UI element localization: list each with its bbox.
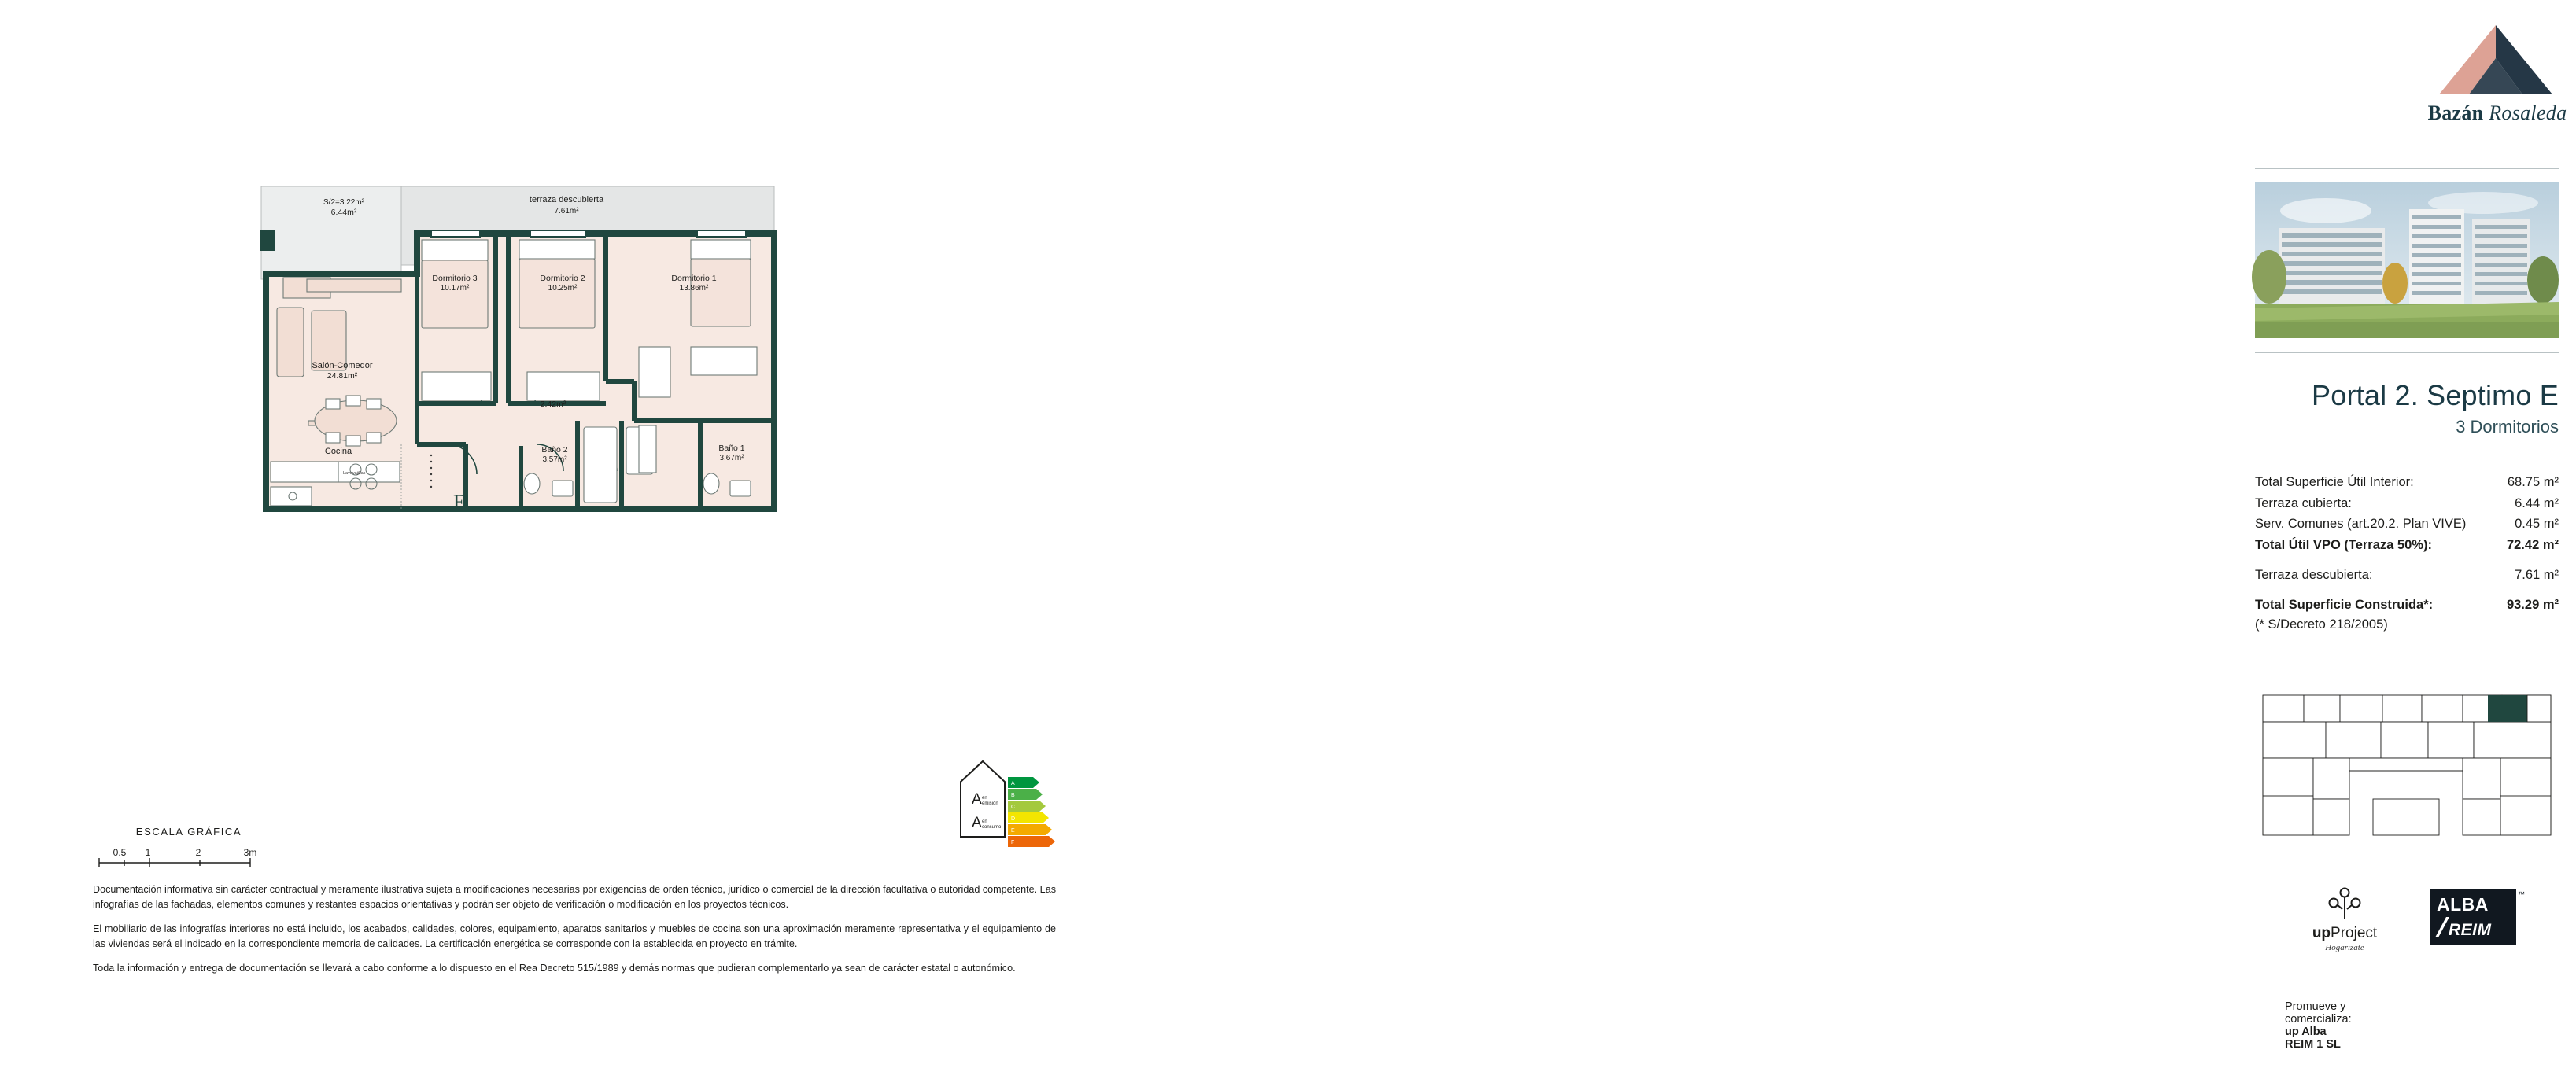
alba-line-2: REIM	[2449, 921, 2492, 939]
spec-value: 93.29 m²	[2506, 597, 2559, 612]
spec-row	[2255, 595, 2559, 616]
unit-title-block	[2255, 379, 2559, 437]
upproject-logo	[2297, 887, 2392, 952]
disclaimer-paragraph-3: Toda la información y entrega de documentación se llevará a cabo conforme a lo dispuesto en el Rea Decreto 515/1989 y demás normas que pudieran complementarlo ya sean de carácter estatal o autonómico.	[93, 962, 1016, 974]
spec-row	[2255, 472, 2559, 493]
svg-text:1: 1	[145, 847, 151, 858]
spec-row	[2255, 493, 2559, 514]
scale-title: ESCALA GRÁFICA	[135, 826, 242, 838]
svg-text:24.81m²: 24.81m²	[327, 371, 358, 381]
surface-specs-list	[2255, 472, 2559, 635]
svg-text:F: F	[1011, 840, 1015, 845]
svg-text:Dormitorio 3: Dormitorio 3	[432, 274, 478, 283]
svg-text:C: C	[1011, 805, 1016, 810]
disclaimer-paragraph-2: El mobiliario de las infografías interiores no está incluido, los acabados, calidades, colores, equipamiento, aparatos sanitarios y muebles de cocina son una aproximación meramente representativa y el equipamiento de las viviendas será el indicado en la correspondiente memoria de calidades. La certificación energética se corresponde con la establecida en proyecto en trámite.	[93, 923, 1056, 949]
spec-label: Total Útil VPO (Terraza 50%):	[2255, 538, 2432, 553]
upproject-icon	[2327, 887, 2362, 923]
promueve-value: up Alba REIM 1 SL	[2285, 1026, 2341, 1051]
spec-row	[2255, 565, 2559, 586]
svg-text:en: en	[982, 819, 987, 824]
spec-value: 0.45 m²	[2515, 517, 2559, 532]
building-render-image	[2255, 182, 2559, 338]
page-subtitle: 3 Dormitorios	[2456, 417, 2559, 436]
brand-block	[2419, 22, 2576, 125]
upproject-name	[2297, 925, 2392, 942]
svg-text:B: B	[1011, 793, 1015, 798]
brand-name-bold: Bazán	[2427, 101, 2484, 124]
svg-text:A: A	[1011, 781, 1015, 786]
upproject-name-bold: up	[2312, 925, 2331, 941]
svg-text:Salón-Comedor: Salón-Comedor	[312, 361, 373, 370]
svg-text:A: A	[972, 791, 982, 808]
promueve-label: Promueve y comercializa:	[2285, 1000, 2352, 1026]
spec-value: 6.44 m²	[2515, 495, 2559, 510]
divider-1	[2255, 168, 2559, 169]
svg-text:0.5: 0.5	[113, 847, 127, 858]
energy-certificate	[956, 755, 1062, 849]
spec-label: Total Superficie Útil Interior:	[2255, 475, 2414, 489]
disclaimer	[93, 882, 1056, 985]
svg-text:Baño 1: Baño 1	[718, 444, 745, 453]
spec-label: Serv. Comunes (art.20.2. Plan VIVE)	[2255, 517, 2467, 532]
alba-reim-box	[2430, 889, 2516, 945]
key-plan	[2255, 681, 2559, 851]
svg-text:A: A	[972, 815, 982, 831]
divider-2	[2255, 352, 2559, 353]
spec-value: 72.42 m²	[2506, 538, 2559, 553]
alba-line-1: ALBA	[2437, 894, 2489, 915]
partner-logos	[2255, 887, 2559, 966]
svg-text:10.25m²: 10.25m²	[548, 284, 578, 293]
plan-unit-letter: E	[453, 491, 466, 514]
spec-value: 68.75 m²	[2507, 475, 2559, 489]
svg-text:3.67m²: 3.67m²	[719, 454, 744, 462]
scale-bar	[94, 826, 283, 875]
svg-text:en: en	[982, 796, 987, 801]
svg-text:2: 2	[195, 847, 201, 858]
page-title: Portal 2. Septimo E	[2312, 379, 2559, 411]
room-label-terraza-descubierta: terraza descubierta	[529, 195, 604, 204]
spec-row	[2255, 514, 2559, 535]
svg-text:2.42m²: 2.42m²	[540, 400, 566, 409]
svg-text:consumo: consumo	[982, 825, 1002, 830]
spec-row	[2255, 535, 2559, 556]
upproject-name-rest: Project	[2331, 925, 2378, 941]
alba-reim-logo	[2430, 889, 2524, 945]
promueve-line	[2285, 1000, 2355, 1051]
spec-label: Terraza cubierta:	[2255, 495, 2352, 510]
upproject-tagline: Hogarízate	[2325, 943, 2364, 952]
brand-name	[2419, 101, 2576, 125]
spec-note: (* S/Decreto 218/2005)	[2255, 617, 2388, 632]
svg-text:emisión: emisión	[982, 801, 998, 806]
svg-text:3.57m²: 3.57m²	[542, 455, 567, 464]
svg-text:Baño 2: Baño 2	[541, 445, 568, 455]
svg-text:6.44m²: 6.44m²	[330, 208, 357, 217]
svg-text:13.86m²: 13.86m²	[679, 284, 709, 293]
svg-text:S/2=3.22m²: S/2=3.22m²	[323, 198, 364, 207]
svg-text:E: E	[1011, 828, 1015, 834]
svg-text:10.17m²: 10.17m²	[440, 284, 470, 293]
spec-label: Terraza descubierta:	[2255, 567, 2373, 582]
alba-trademark: ™	[2518, 890, 2525, 898]
floor-plan	[260, 185, 858, 625]
svg-text:Cocina: Cocina	[324, 447, 352, 456]
spec-label: Total Superficie Construida*:	[2255, 597, 2434, 612]
bazan-rosaleda-logo-icon	[2434, 22, 2560, 97]
room-area-terraza-descubierta: 7.61m²	[554, 207, 579, 215]
svg-text:Dormitorio 2: Dormitorio 2	[540, 274, 585, 283]
disclaimer-paragraph-1: Documentación informativa sin carácter contractual y meramente ilustrativa sujeta a modificaciones necesarias por exigencias de orden técnico, jurídico o comercial de la dirección facultativa o autoridad competente. Las infografías de las fachadas, elementos comunes y restantes espacios orientativas y podrán ser objeto de verificación o modificación en los proyectos técnicos.	[93, 884, 1056, 910]
svg-text:Dormitorio 1: Dormitorio 1	[671, 274, 717, 283]
svg-text:3m: 3m	[243, 847, 257, 858]
info-panel	[1127, 0, 2567, 1068]
brand-name-italic: Rosaleda	[2489, 101, 2567, 124]
spec-value: 7.61 m²	[2515, 567, 2559, 582]
svg-text:D: D	[1011, 816, 1016, 822]
alba-slash-icon	[2435, 917, 2449, 937]
svg-text:Lavavajillas: Lavavajillas	[343, 471, 366, 476]
